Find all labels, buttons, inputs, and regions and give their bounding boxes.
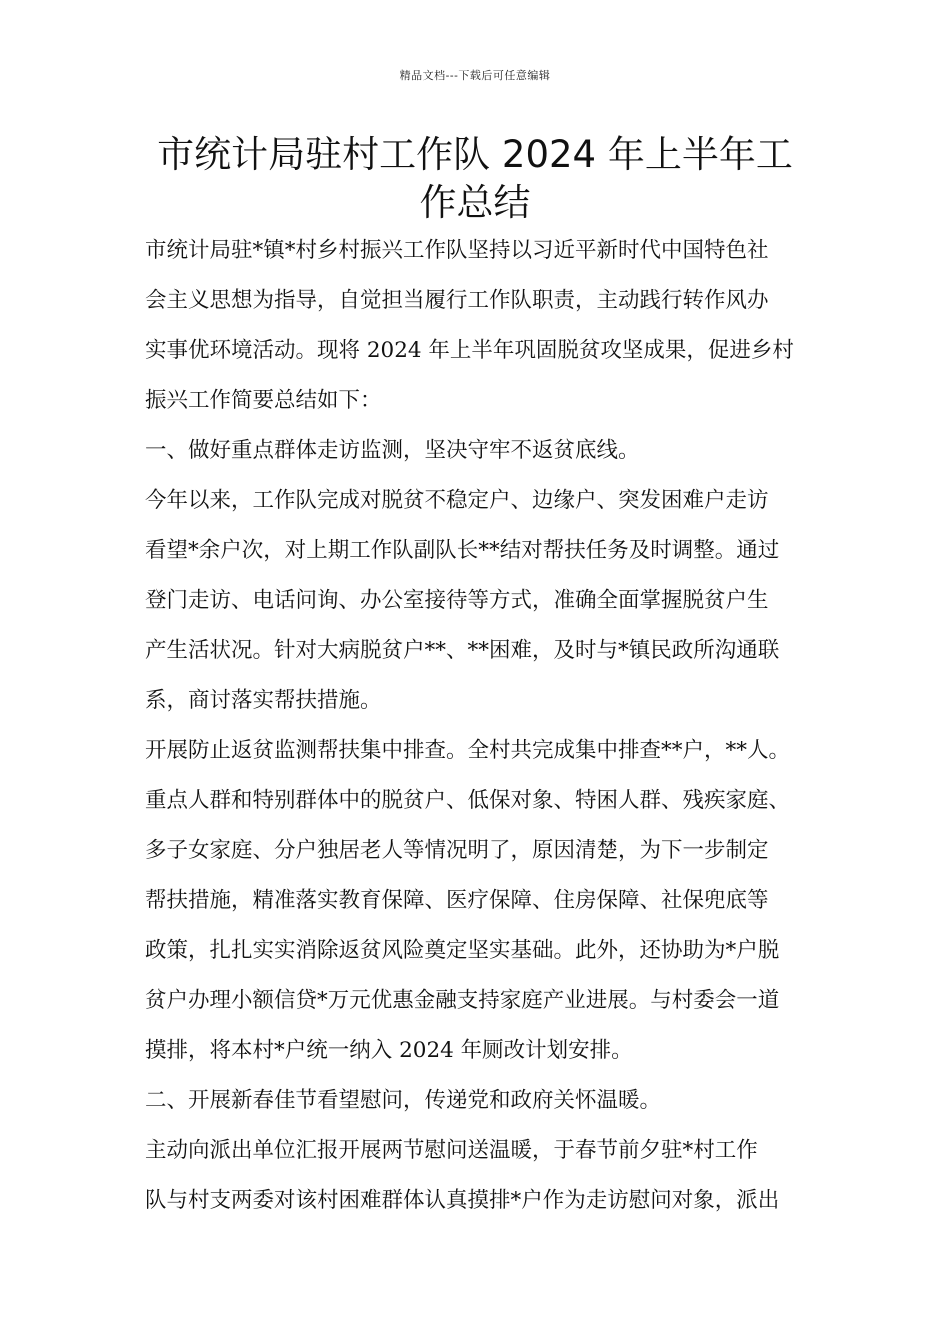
body-line: 重点人群和特别群体中的脱贫户、低保对象、特困人群、残疾家庭、 xyxy=(145,788,791,813)
body-line: 产生活状况。针对大病脱贫户**、**困难，及时与*镇民政所沟通联 xyxy=(145,638,780,663)
body-line: 实事优环境活动。现将 2024 年上半年巩固脱贫攻坚成果，促进乡村 xyxy=(145,338,794,363)
body-line: 看望*余户次，对上期工作队副队长**结对帮扶任务及时调整。通过 xyxy=(145,538,780,563)
body-line: 开展防止返贫监测帮扶集中排查。全村共完成集中排查**户，**人。 xyxy=(145,738,791,763)
body-line: 多子女家庭、分户独居老人等情况明了，原因清楚，为下一步制定 xyxy=(145,838,769,863)
body-line: 主动向派出单位汇报开展两节慰问送温暖，于春节前夕驻*村工作 xyxy=(145,1138,758,1163)
body-line: 帮扶措施，精准落实教育保障、医疗保障、住房保障、社保兜底等 xyxy=(145,888,769,913)
body-line: 登门走访、电话问询、办公室接待等方式，准确全面掌握脱贫户生 xyxy=(145,588,769,613)
document-title-line-2: 作总结 xyxy=(419,181,531,224)
body-line: 振兴工作简要总结如下： xyxy=(145,388,382,413)
body-line: 队与村支两委对该村困难群体认真摸排*户作为走访慰问对象，派出 xyxy=(145,1188,780,1213)
body-line: 系，商讨落实帮扶措施。 xyxy=(145,688,382,713)
body-line: 今年以来，工作队完成对脱贫不稳定户、边缘户、突发困难户走访 xyxy=(145,488,769,513)
header-note: 精品文档---下载后可任意编辑 xyxy=(399,69,551,82)
body-line: 政策，扎扎实实消除返贫风险奠定坚实基础。此外，还协助为*户脱 xyxy=(145,938,780,963)
body-line: 市统计局驻*镇*村乡村振兴工作队坚持以习近平新时代中国特色社 xyxy=(145,238,769,263)
document-title-line-1: 市统计局驻村工作队 2024 年上半年工 xyxy=(157,133,793,176)
section-heading: 一、做好重点群体走访监测，坚决守牢不返贫底线。 xyxy=(145,438,640,463)
body-line: 贫户办理小额信贷*万元优惠金融支持家庭产业进展。与村委会一道 xyxy=(145,988,780,1013)
body-line: 会主义思想为指导，自觉担当履行工作队职责，主动践行转作风办 xyxy=(145,288,769,313)
body-line: 摸排，将本村*户统一纳入 2024 年厕改计划安排。 xyxy=(145,1038,633,1063)
section-heading: 二、开展新春佳节看望慰问，传递党和政府关怀温暖。 xyxy=(145,1088,662,1113)
